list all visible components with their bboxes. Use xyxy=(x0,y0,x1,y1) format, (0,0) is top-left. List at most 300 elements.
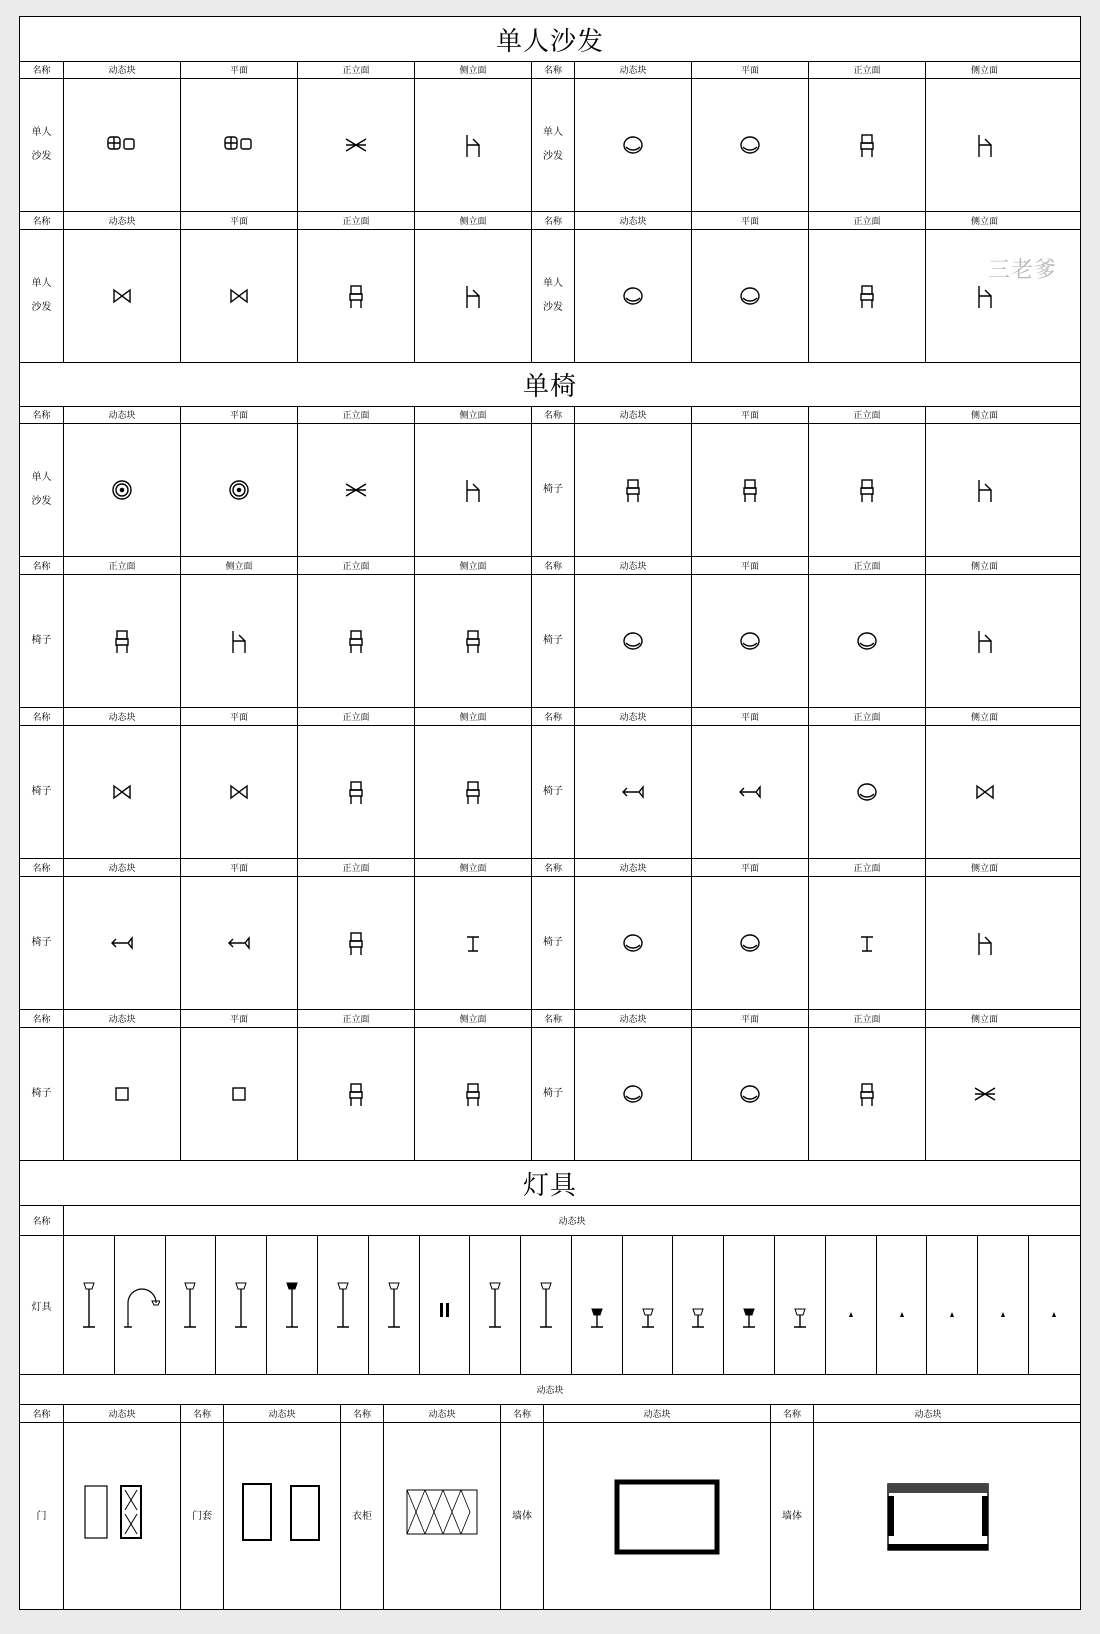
lamp-symbol-cell[interactable] xyxy=(521,1236,572,1374)
lamp-symbol-cell[interactable] xyxy=(877,1236,928,1374)
lamp-symbol-cell[interactable] xyxy=(318,1236,369,1374)
lamp-symbol-cell[interactable] xyxy=(724,1236,775,1374)
symbol-cell[interactable] xyxy=(692,78,809,211)
furniture-symbol-icon xyxy=(845,280,889,312)
symbol-cell[interactable] xyxy=(64,876,181,1009)
item-name-line: 单人 xyxy=(31,277,52,289)
furniture-symbol-icon xyxy=(611,927,655,959)
symbol-row xyxy=(20,423,1080,557)
column-header: 侧立面 xyxy=(970,66,998,76)
furniture-symbol-icon xyxy=(963,1078,1007,1110)
lamp-symbol-cell[interactable] xyxy=(115,1236,166,1374)
symbol-cell[interactable] xyxy=(64,725,181,858)
symbol-cell[interactable] xyxy=(298,1027,415,1160)
column-header: 动态块 xyxy=(575,61,692,78)
symbol-cell[interactable] xyxy=(575,423,692,556)
symbol-cell[interactable] xyxy=(415,876,532,1009)
item-name-line: 单人 xyxy=(31,471,52,483)
furniture-symbol-icon xyxy=(217,625,261,657)
furniture-symbol-icon xyxy=(451,474,495,506)
column-header: 动态块 xyxy=(575,708,692,725)
symbol-cell[interactable] xyxy=(298,78,415,211)
furniture-symbol-icon xyxy=(728,776,772,808)
furniture-symbol-icon xyxy=(611,625,655,657)
symbol-cell[interactable] xyxy=(415,725,532,858)
furniture-symbol-icon xyxy=(217,280,261,312)
section-title-sofa: 单人沙发 xyxy=(20,17,1080,62)
column-header-row xyxy=(20,557,1080,575)
symbol-cell[interactable] xyxy=(415,78,532,211)
furniture-symbol-icon xyxy=(611,280,655,312)
symbol-cell[interactable] xyxy=(926,725,1043,858)
column-header: 动态块 xyxy=(575,859,692,876)
lamp-icon xyxy=(628,1275,668,1335)
misc-block-header: 动态块 xyxy=(20,1374,1080,1405)
furniture-symbol-icon xyxy=(100,280,144,312)
column-header: 正立面 xyxy=(64,557,181,574)
lamp-icon xyxy=(120,1275,160,1335)
symbol-row xyxy=(20,725,1080,859)
lamp-icon xyxy=(932,1275,972,1335)
symbol-cell[interactable] xyxy=(575,876,692,1009)
lamp-icon xyxy=(526,1275,566,1335)
column-header: 正立面 xyxy=(298,61,415,78)
lamp-row xyxy=(20,1236,1080,1375)
item-name: 墙体 xyxy=(771,1423,814,1610)
symbol-cell[interactable] xyxy=(181,574,298,707)
symbol-cell[interactable] xyxy=(926,229,1043,362)
furniture-symbol-icon xyxy=(963,927,1007,959)
lamp-symbol-cell[interactable] xyxy=(775,1236,826,1374)
furniture-symbol-icon xyxy=(611,1078,655,1110)
item-name: 灯具 xyxy=(20,1236,64,1374)
lamp-symbol-cell[interactable] xyxy=(166,1236,217,1374)
item-name-line: 椅子 xyxy=(31,634,52,646)
lamp-header-row xyxy=(20,1205,1080,1236)
column-header: 正立面 xyxy=(809,212,926,229)
column-header: 正立面 xyxy=(298,1010,415,1027)
furniture-symbol-icon xyxy=(845,1078,889,1110)
lamp-icon xyxy=(69,1275,109,1335)
furniture-symbol-icon xyxy=(100,927,144,959)
column-header: 正立面 xyxy=(809,1010,926,1027)
item-name xyxy=(20,876,64,1009)
column-header: 动态块 xyxy=(914,1410,942,1420)
column-header: 名称 xyxy=(20,557,64,574)
block-symbol-cell[interactable] xyxy=(224,1423,341,1610)
furniture-symbol-icon xyxy=(845,625,889,657)
item-name: 墙体 xyxy=(501,1423,544,1610)
column-header: 动态块 xyxy=(575,212,692,229)
column-header: 正立面 xyxy=(809,708,926,725)
column-header: 平面 xyxy=(181,61,298,78)
symbol-row xyxy=(20,574,1080,708)
symbol-row xyxy=(20,876,1080,1010)
watermark: 三老爹 xyxy=(988,258,1058,283)
furniture-symbol-icon xyxy=(217,927,261,959)
symbol-cell[interactable] xyxy=(64,1027,181,1160)
lamp-symbol-cell[interactable] xyxy=(64,1236,115,1374)
furniture-symbol-icon xyxy=(451,927,495,959)
lamp-symbol-cell[interactable] xyxy=(673,1236,724,1374)
column-header: 侧立面 xyxy=(970,713,998,723)
block-symbol-cell[interactable] xyxy=(544,1423,771,1610)
symbol-cell[interactable] xyxy=(181,1027,298,1160)
symbol-cell[interactable] xyxy=(181,725,298,858)
column-header: 名称 xyxy=(532,61,575,78)
column-header: 名称 xyxy=(771,1405,814,1422)
column-header: 平面 xyxy=(181,212,298,229)
column-header-row xyxy=(20,859,1080,877)
lamp-symbol-cell[interactable] xyxy=(826,1236,877,1374)
furniture-symbol-icon xyxy=(963,474,1007,506)
column-header: 侧立面 xyxy=(970,1015,998,1025)
symbol-cell[interactable] xyxy=(298,574,415,707)
column-header: 名称 xyxy=(20,859,64,876)
column-header: 正立面 xyxy=(298,708,415,725)
door-icon xyxy=(67,1476,177,1558)
furniture-symbol-icon xyxy=(100,474,144,506)
column-header: 动态块 xyxy=(575,406,692,423)
column-header: 动态块 xyxy=(64,406,181,423)
furniture-symbol-icon xyxy=(451,1078,495,1110)
symbol-cell[interactable] xyxy=(181,78,298,211)
furniture-symbol-icon xyxy=(611,129,655,161)
column-header: 正立面 xyxy=(809,406,926,423)
column-header: 侧立面 xyxy=(415,1010,532,1027)
column-header: 侧立面 xyxy=(415,212,532,229)
furniture-symbol-icon xyxy=(451,280,495,312)
symbol-cell[interactable] xyxy=(64,423,181,556)
column-header: 名称 xyxy=(20,61,64,78)
column-header: 动态块 xyxy=(64,212,181,229)
column-header: 名称 xyxy=(181,1405,224,1422)
block-symbol-cell[interactable] xyxy=(814,1423,1042,1610)
symbol-cell[interactable] xyxy=(692,725,809,858)
item-name xyxy=(20,423,64,556)
lamp-icon xyxy=(831,1275,871,1335)
column-header: 侧立面 xyxy=(415,859,532,876)
column-header: 侧立面 xyxy=(415,61,532,78)
lamp-icon xyxy=(983,1275,1023,1335)
lamp-symbol-cell[interactable] xyxy=(572,1236,623,1374)
symbol-cell[interactable] xyxy=(575,78,692,211)
column-header: 平面 xyxy=(181,708,298,725)
catalog-sheet xyxy=(19,16,1081,1610)
column-header: 侧立面 xyxy=(415,406,532,423)
lamp-symbol-cell[interactable] xyxy=(420,1236,471,1374)
item-name-line: 沙发 xyxy=(31,301,52,313)
lamp-icon xyxy=(475,1275,515,1335)
symbol-cell[interactable] xyxy=(415,229,532,362)
column-header: 平面 xyxy=(692,1010,809,1027)
symbol-cell[interactable] xyxy=(575,1027,692,1160)
furniture-symbol-icon xyxy=(334,129,378,161)
symbol-row xyxy=(20,78,1080,212)
column-header: 名称 xyxy=(532,1010,575,1027)
furniture-symbol-icon xyxy=(334,1078,378,1110)
furniture-symbol-icon xyxy=(963,776,1007,808)
lamp-symbol-cell[interactable] xyxy=(470,1236,521,1374)
column-header: 名称 xyxy=(20,1405,64,1422)
furniture-symbol-icon xyxy=(334,474,378,506)
symbol-cell[interactable] xyxy=(415,574,532,707)
symbol-cell[interactable] xyxy=(926,78,1043,211)
lamp-icon xyxy=(729,1275,769,1335)
item-name xyxy=(532,1027,575,1160)
item-name: 门套 xyxy=(181,1423,224,1610)
symbol-cell[interactable] xyxy=(809,229,926,362)
item-name-line: 椅子 xyxy=(31,785,52,797)
column-header: 名称 xyxy=(20,1205,64,1235)
lamp-symbol-cell[interactable] xyxy=(369,1236,420,1374)
column-header: 名称 xyxy=(532,212,575,229)
lamp-icon xyxy=(678,1275,718,1335)
furniture-symbol-icon xyxy=(217,129,261,161)
symbol-cell[interactable] xyxy=(926,876,1043,1009)
column-header: 正立面 xyxy=(809,859,926,876)
column-header: 名称 xyxy=(532,557,575,574)
furniture-symbol-icon xyxy=(728,129,772,161)
furniture-symbol-icon xyxy=(451,625,495,657)
column-header: 名称 xyxy=(20,406,64,423)
item-name-line: 沙发 xyxy=(543,150,563,162)
column-header: 平面 xyxy=(692,557,809,574)
block-symbol-cell[interactable] xyxy=(384,1423,501,1610)
symbol-cell[interactable] xyxy=(692,574,809,707)
column-header: 动态块 xyxy=(544,1405,771,1422)
item-name xyxy=(532,423,575,556)
column-header: 正立面 xyxy=(809,61,926,78)
item-name-line: 单人 xyxy=(543,126,563,138)
item-name-line: 椅子 xyxy=(543,634,563,646)
lamp-symbol-cell[interactable] xyxy=(927,1236,978,1374)
column-header: 名称 xyxy=(532,406,575,423)
misc-header-row xyxy=(20,1405,1080,1423)
column-header: 名称 xyxy=(501,1405,544,1422)
symbol-row xyxy=(20,1027,1080,1161)
column-header: 名称 xyxy=(341,1405,384,1422)
column-header: 正立面 xyxy=(298,859,415,876)
symbol-cell[interactable] xyxy=(692,876,809,1009)
column-header: 名称 xyxy=(20,1010,64,1027)
furniture-symbol-icon xyxy=(334,776,378,808)
symbol-cell[interactable] xyxy=(181,423,298,556)
item-name-line: 椅子 xyxy=(31,936,52,948)
item-name-line: 椅子 xyxy=(543,936,563,948)
item-name xyxy=(532,725,575,858)
column-header: 侧立面 xyxy=(415,557,532,574)
column-header: 平面 xyxy=(692,406,809,423)
wall-section-icon xyxy=(818,1476,1038,1558)
item-name xyxy=(532,574,575,707)
column-header: 平面 xyxy=(181,859,298,876)
item-name-line: 单人 xyxy=(31,126,52,138)
item-name xyxy=(532,876,575,1009)
furniture-symbol-icon xyxy=(100,129,144,161)
column-header: 侧立面 xyxy=(181,557,298,574)
column-header: 动态块 xyxy=(575,1010,692,1027)
symbol-cell[interactable] xyxy=(298,229,415,362)
symbol-cell[interactable] xyxy=(64,78,181,211)
furniture-symbol-icon xyxy=(963,280,1007,312)
symbol-cell[interactable] xyxy=(415,1027,532,1160)
item-name xyxy=(20,1027,64,1160)
column-header: 动态块 xyxy=(64,61,181,78)
column-header: 动态块 xyxy=(224,1405,341,1422)
wall-icon xyxy=(547,1476,767,1558)
furniture-symbol-icon xyxy=(611,474,655,506)
lamp-symbol-cell[interactable] xyxy=(267,1236,318,1374)
column-header-row xyxy=(20,1010,1080,1028)
block-symbol-cell[interactable] xyxy=(64,1423,181,1610)
section-title-lamp: 灯具 xyxy=(20,1161,1080,1206)
item-name xyxy=(20,229,64,362)
symbol-cell[interactable] xyxy=(692,229,809,362)
column-header-row xyxy=(20,212,1080,230)
section-title-chair: 单椅 xyxy=(20,363,1080,407)
column-header: 名称 xyxy=(20,708,64,725)
column-header: 动态块 xyxy=(575,557,692,574)
column-header: 名称 xyxy=(532,859,575,876)
symbol-cell[interactable] xyxy=(809,423,926,556)
furniture-symbol-icon xyxy=(963,129,1007,161)
symbol-cell[interactable] xyxy=(809,1027,926,1160)
column-header: 平面 xyxy=(692,61,809,78)
column-header: 动态块 xyxy=(64,1010,181,1027)
lamp-icon xyxy=(272,1275,312,1335)
symbol-cell[interactable] xyxy=(298,876,415,1009)
column-header: 动态块 xyxy=(558,1216,586,1227)
item-name: 衣柜 xyxy=(341,1423,384,1610)
symbol-cell[interactable] xyxy=(181,876,298,1009)
lamp-icon xyxy=(577,1275,617,1335)
symbol-cell[interactable] xyxy=(575,725,692,858)
column-header: 正立面 xyxy=(809,557,926,574)
symbol-cell[interactable] xyxy=(64,574,181,707)
lamp-symbol-cell[interactable] xyxy=(623,1236,674,1374)
furniture-symbol-icon xyxy=(334,280,378,312)
misc-row xyxy=(20,1423,1080,1610)
furniture-symbol-icon xyxy=(217,776,261,808)
symbol-cell[interactable] xyxy=(926,1027,1043,1160)
column-header: 平面 xyxy=(692,859,809,876)
lamp-symbol-cell[interactable] xyxy=(1029,1236,1080,1374)
furniture-symbol-icon xyxy=(845,927,889,959)
lamp-symbol-cell[interactable] xyxy=(978,1236,1029,1374)
furniture-symbol-icon xyxy=(728,927,772,959)
furniture-symbol-icon xyxy=(100,776,144,808)
lamp-icon xyxy=(780,1275,820,1335)
door-frame-icon xyxy=(227,1476,337,1558)
column-header: 侧立面 xyxy=(415,708,532,725)
symbol-cell[interactable] xyxy=(809,725,926,858)
lamp-icon xyxy=(323,1275,363,1335)
symbol-cell[interactable] xyxy=(926,574,1043,707)
column-header: 平面 xyxy=(692,212,809,229)
symbol-cell[interactable] xyxy=(298,423,415,556)
column-header: 正立面 xyxy=(298,557,415,574)
symbol-row xyxy=(20,229,1080,363)
lamp-icon xyxy=(882,1275,922,1335)
item-name-line: 椅子 xyxy=(543,483,563,495)
column-header: 侧立面 xyxy=(970,864,998,874)
lamp-symbol-cell[interactable] xyxy=(216,1236,267,1374)
column-header: 平面 xyxy=(181,1010,298,1027)
column-header: 动态块 xyxy=(64,859,181,876)
furniture-symbol-icon xyxy=(217,1078,261,1110)
lamp-icon xyxy=(374,1275,414,1335)
furniture-symbol-icon xyxy=(728,280,772,312)
wardrobe-icon xyxy=(387,1476,497,1558)
item-name xyxy=(20,725,64,858)
symbol-cell[interactable] xyxy=(809,876,926,1009)
furniture-symbol-icon xyxy=(728,474,772,506)
symbol-cell[interactable] xyxy=(692,423,809,556)
symbol-cell[interactable] xyxy=(926,423,1043,556)
symbol-cell[interactable] xyxy=(575,229,692,362)
symbol-cell[interactable] xyxy=(809,574,926,707)
column-header-row xyxy=(20,708,1080,726)
furniture-symbol-icon xyxy=(217,474,261,506)
symbol-cell[interactable] xyxy=(64,229,181,362)
furniture-symbol-icon xyxy=(845,776,889,808)
symbol-cell[interactable] xyxy=(692,1027,809,1160)
furniture-symbol-icon xyxy=(845,474,889,506)
item-name: 门 xyxy=(20,1423,64,1610)
column-header: 正立面 xyxy=(298,406,415,423)
furniture-symbol-icon xyxy=(963,625,1007,657)
symbol-cell[interactable] xyxy=(298,725,415,858)
item-name-line: 沙发 xyxy=(31,495,52,507)
symbol-cell[interactable] xyxy=(415,423,532,556)
item-name-line: 沙发 xyxy=(31,150,52,162)
furniture-symbol-icon xyxy=(845,129,889,161)
column-header: 名称 xyxy=(532,708,575,725)
item-name xyxy=(20,574,64,707)
symbol-cell[interactable] xyxy=(575,574,692,707)
item-name-line: 椅子 xyxy=(31,1087,52,1099)
furniture-symbol-icon xyxy=(728,1078,772,1110)
item-name-line: 椅子 xyxy=(543,1087,563,1099)
column-header: 平面 xyxy=(692,708,809,725)
lamp-icon xyxy=(1034,1275,1074,1335)
furniture-symbol-icon xyxy=(334,927,378,959)
symbol-cell[interactable] xyxy=(809,78,926,211)
column-header: 侧立面 xyxy=(970,562,998,572)
column-header: 侧立面 xyxy=(970,411,998,421)
column-header: 名称 xyxy=(20,212,64,229)
item-name-line: 单人 xyxy=(543,277,563,289)
furniture-symbol-icon xyxy=(728,625,772,657)
lamp-icon xyxy=(170,1275,210,1335)
furniture-symbol-icon xyxy=(100,625,144,657)
column-header: 平面 xyxy=(181,406,298,423)
column-header: 动态块 xyxy=(64,708,181,725)
lamp-icon xyxy=(221,1275,261,1335)
column-header: 动态块 xyxy=(64,1405,181,1422)
symbol-cell[interactable] xyxy=(181,229,298,362)
furniture-symbol-icon xyxy=(611,776,655,808)
column-header-row xyxy=(20,406,1080,424)
column-header: 侧立面 xyxy=(970,217,998,227)
furniture-symbol-icon xyxy=(451,776,495,808)
furniture-symbol-icon xyxy=(451,129,495,161)
item-name-line: 椅子 xyxy=(543,785,563,797)
furniture-symbol-icon xyxy=(100,1078,144,1110)
column-header: 动态块 xyxy=(384,1405,501,1422)
column-header: 正立面 xyxy=(298,212,415,229)
